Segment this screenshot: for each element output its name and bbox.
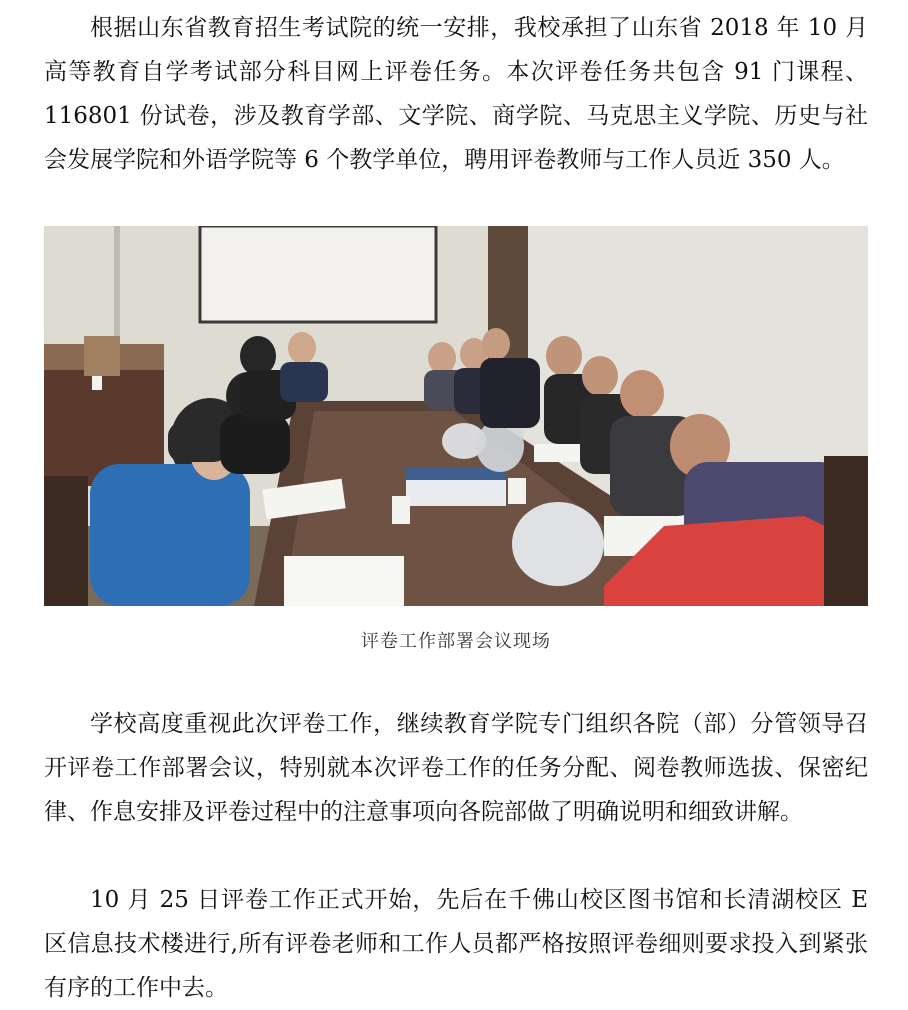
meeting-photo [44, 226, 868, 606]
paragraph-intro: 根据山东省教育招生考试院的统一安排，我校承担了山东省 2018 年 10 月高等教育自学考试部分科目网上评卷任务。本次评卷任务共包含 91 门课程、116801 份试卷，涉及教育学部、文学院、商学院、马克思主义学院、历史与社会发展学院和外语学院等 6 个教学单位，聘用评卷教师与工作人员近 350 人。 [44, 15, 868, 173]
photo-caption: 评卷工作部署会议现场 [361, 631, 551, 652]
paragraph-start: 10 月 25 日评卷工作正式开始，先后在千佛山校区图书馆和长清湖校区 E 区信息技术楼进行,所有评卷老师和工作人员都严格按照评卷细则要求投入到紧张有序的工作中去。 [44, 887, 868, 1001]
paragraph-preparation: 学校高度重视此次评卷工作，继续教育学院专门组织各院（部）分管领导召开评卷工作部署会议，特别就本次评卷工作的任务分配、阅卷教师选拔、保密纪律、作息安排及评卷过程中的注意事项向各院部做了明确说明和细致讲解。 [44, 711, 868, 825]
